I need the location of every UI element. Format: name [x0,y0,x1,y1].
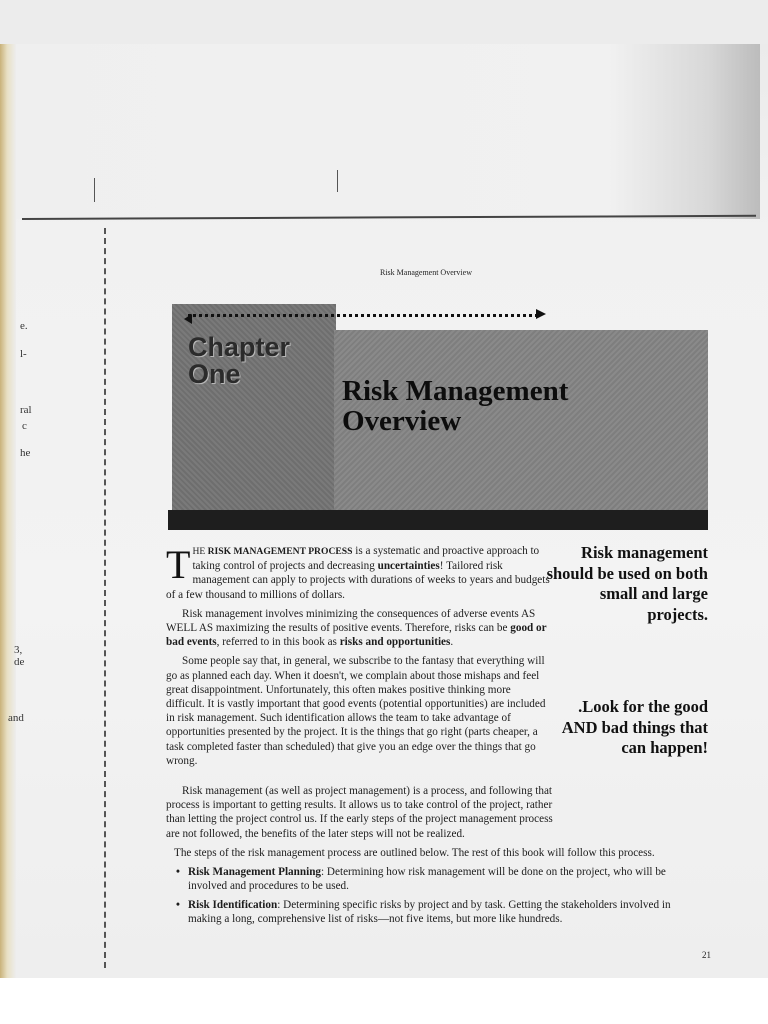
body-text-wide-lower [158,846,698,930]
margin-fragment: and [8,712,24,724]
chapter-title [342,376,702,436]
scan-mark [337,170,338,192]
paragraph: Risk management (as well as project management) is a process, and following that process is important to getting results. It allows us to take control of the project, rather than letting the project control us. If the early steps of the project management process are not followed, the benefits of the later steps will not be realized. [166,785,553,840]
dotted-arrow-line [188,314,538,317]
chapter-label-word: Chapter [188,332,291,362]
page-number: 21 [702,950,711,960]
chapter-title-line2: Overview [342,405,462,437]
margin-fragment: e. [20,320,28,332]
arrow-left-icon [184,314,192,324]
list-item: • Risk Identification: Determining specific risks by project and by task. Getting the stakeholders involved in making a long, comprehensive list of risks—not five items, but more like hundreds. [180,898,698,926]
chapter-label-number: One [188,359,241,389]
outer-background-top [0,0,768,44]
margin-dashed-line [104,228,106,968]
chapter-banner-bottom-bar [168,510,708,530]
margin-fragment: he [20,447,31,459]
process-steps-list [158,865,698,926]
paragraph: Some people say that, in general, we subscribe to the fantasy that everything will go as planned each day. When it doesn't, we complain about those mishaps and feel great disappointment. Unfortunately, this often makes positive thinking more difficult. It is vastly important that good events (potential opportunities) are included in risk management. Such identification allows the team to take advantage of opportunities presented by the project. It is the things that go right (parts cheaper, a task completed faster than scheduled) that give you an edge over the things that go wrong. [166,655,546,767]
lead-phrase: RISK MANAGEMENT PROCESS [207,546,353,557]
chapter-number [188,334,328,388]
body-text-wide [158,784,698,846]
paragraph: Risk management involves minimizing the consequences of adverse events AS WELL AS maximizing the results of positive events. Therefore, risks can be good or bad events, referred to in this book as risks and opportunities. [166,607,547,649]
scan-mark [94,178,95,202]
pull-quote: .Look for the good AND bad things that can happen! [561,697,708,757]
chapter-title-line1: Risk Management [342,375,569,407]
list-item: • Risk Management Planning: Determining how risk management will be done on the project, who will be involved and procedures to be used. [180,865,698,893]
pull-quote: Risk management should be used on both small and large projects. [546,543,708,624]
book-spine-edge [0,44,16,978]
body-text-column [166,544,552,773]
margin-fragment: c [22,420,27,432]
drop-cap: T [166,542,191,587]
paragraph-intro: THE RISK MANAGEMENT PROCESS is a systematic and proactive approach to taking control of projects and decreasing uncertainties! Tailored risk management can apply to projects with durations of weeks to years and budgets of a few thousand to millions of dollars. [166,542,550,601]
margin-fragment: ral [20,404,32,416]
paragraph: The steps of the risk management process are outlined below. The rest of this book will follow this process. [174,847,655,859]
running-head: Risk Management Overview [380,268,472,277]
arrow-right-icon [536,309,546,319]
previous-sheet-overlay [8,44,760,219]
outer-background-bottom [0,978,768,1024]
margin-fragment: l- [20,348,27,360]
margin-fragment: de [14,656,25,668]
margin-fragment: 3, [14,644,23,656]
